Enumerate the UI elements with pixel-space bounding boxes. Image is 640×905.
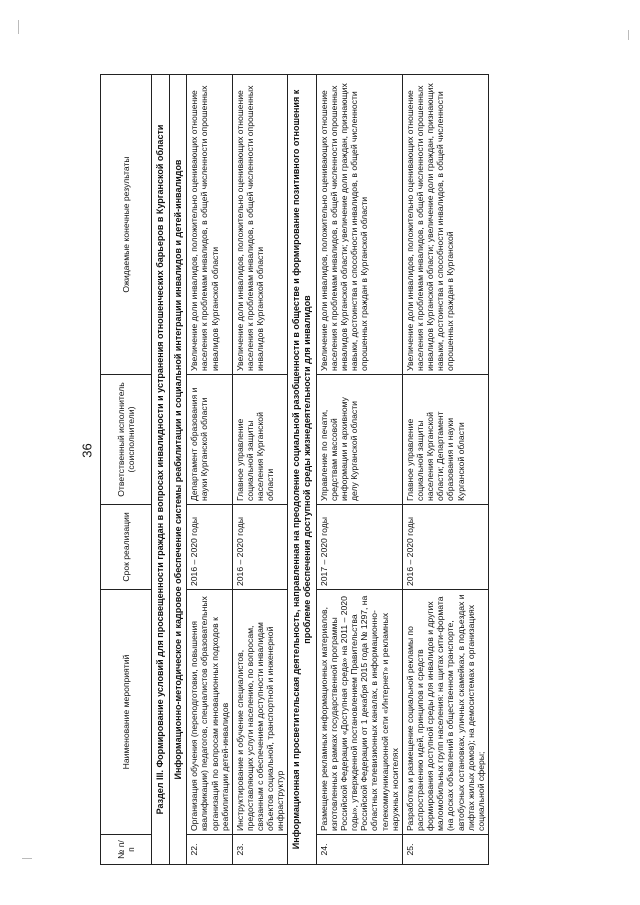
table-row xyxy=(316,75,402,865)
row-results: Увеличение доли инвалидов, положительно оценивающих отношение населения к проблемам инвалидов, в общей численности опрошенных инвалидов Курганской области; увеличение доли граждан, признающих навыки, достоинства и способности инвалидов, в общей численности опрошенных граждан в Курганской области xyxy=(316,75,402,375)
subsection-row xyxy=(169,75,187,865)
subsection-row xyxy=(288,75,316,865)
scan-speck xyxy=(22,858,32,859)
row-period: 2017 – 2020 годы xyxy=(316,505,402,590)
header-executor: Ответственный исполнитель (соисполнители) xyxy=(101,375,152,505)
row-period: 2016 – 2020 годы xyxy=(232,505,288,590)
header-period: Срок реализации xyxy=(101,505,152,590)
row-name: Инструктирование и обучение специалистов, предоставляющих услуги населению, по вопросам, связанным с обеспечением доступности инвалидам объектов социальной, транспортной и инженерной инфраструктур xyxy=(232,590,288,835)
row-num: 25. xyxy=(402,835,488,865)
table-header-row xyxy=(101,75,152,865)
scan-speck xyxy=(18,20,19,34)
header-results: Ожидаемые конечные результаты xyxy=(101,75,152,375)
table-row xyxy=(232,75,288,865)
row-executor: Главное управление социальной защиты населения Курганской области; Департамент образования и науки Курганской области xyxy=(402,375,488,505)
row-executor: Департамент образования и науки Курганской области xyxy=(187,375,233,505)
row-name: Организация обучения (переподготовки, повышения квалификации) педагогов, специалистов образовательных организаций по вопросам инновационных подходов к реабилитации детей-инвалидов xyxy=(187,590,233,835)
row-period: 2016 – 2020 годы xyxy=(187,505,233,590)
row-executor: Управление по печати, средствам массовой информации и архивному делу Курганской области xyxy=(316,375,402,505)
rotated-document xyxy=(100,75,630,865)
row-num: 22. xyxy=(187,835,233,865)
row-results: Увеличение доли инвалидов, положительно оценивающих отношение населения к проблемам инвалидов, в общей численности опрошенных инвалидов Курганской области xyxy=(232,75,288,375)
row-period: 2016 – 2020 годы xyxy=(402,505,488,590)
row-name: Разработка и размещение социальной рекламы по распространению идей, принципов и средств формирования доступной среды для инвалидов и других маломобильных групп населения: на щитах сити-формата (на досках объявлений в общественном транспорте, автобусных остановках, уличных скамейках, в подъездах и лифтах жилых домов); на демосистемах в организациях социальной сферы; xyxy=(402,590,488,835)
scan-speck xyxy=(628,30,629,40)
table-row xyxy=(187,75,233,865)
header-name: Наименование мероприятий xyxy=(101,590,152,835)
section-title-row xyxy=(152,75,170,865)
row-name: Размещение рекламных информационных материалов, изготовленных в рамках государственной программы Российской Федерации «Доступная среда» на 2011 – 2020 годы», утвержденной постановлением Правительства Российской Федерации от 1 декабря 2015 года № 1297, на областных телевизионных каналах, в информационно-телекоммуникационной сети «Интернет» и рекламных наружных носителях xyxy=(316,590,402,835)
section-title: Раздел III. Формирование условий для просвещенности граждан в вопросах инвалидности и устранения отношенческих барьеров в Курганской области xyxy=(152,75,170,865)
row-num: 23. xyxy=(232,835,288,865)
row-results: Увеличение доли инвалидов, положительно оценивающих отношение населения к проблемам инвалидов, в общей численности опрошенных инвалидов Курганской области; увеличение доли граждан, признающих навыки, достоинства и способности инвалидов, в общей численности опрошенных граждан в Курганской xyxy=(402,75,488,375)
subsection-title: Информационно-методическое и кадровое обеспечение системы реабилитации и социальной интеграции инвалидов и детей-инвалидов xyxy=(169,75,187,865)
page-number: 36 xyxy=(79,443,95,458)
measures-table xyxy=(100,74,489,865)
header-num: № п/п xyxy=(101,835,152,865)
row-executor: Главное управление социальной защиты населения Курганской области xyxy=(232,375,288,505)
row-num: 24. xyxy=(316,835,402,865)
table-row xyxy=(402,75,488,865)
subsection-title: Информационная и просветительская деятельность, направленная на преодоление социальной разобщенности в обществе и формирование позитивного отношения к проблеме обеспечения доступной среды жизнедеятельности для инвалидов xyxy=(288,75,316,865)
row-results: Увеличение доли инвалидов, положительно оценивающих отношение населения к проблемам инвалидов, в общей численности опрошенных инвалидов Курганской области xyxy=(187,75,233,375)
